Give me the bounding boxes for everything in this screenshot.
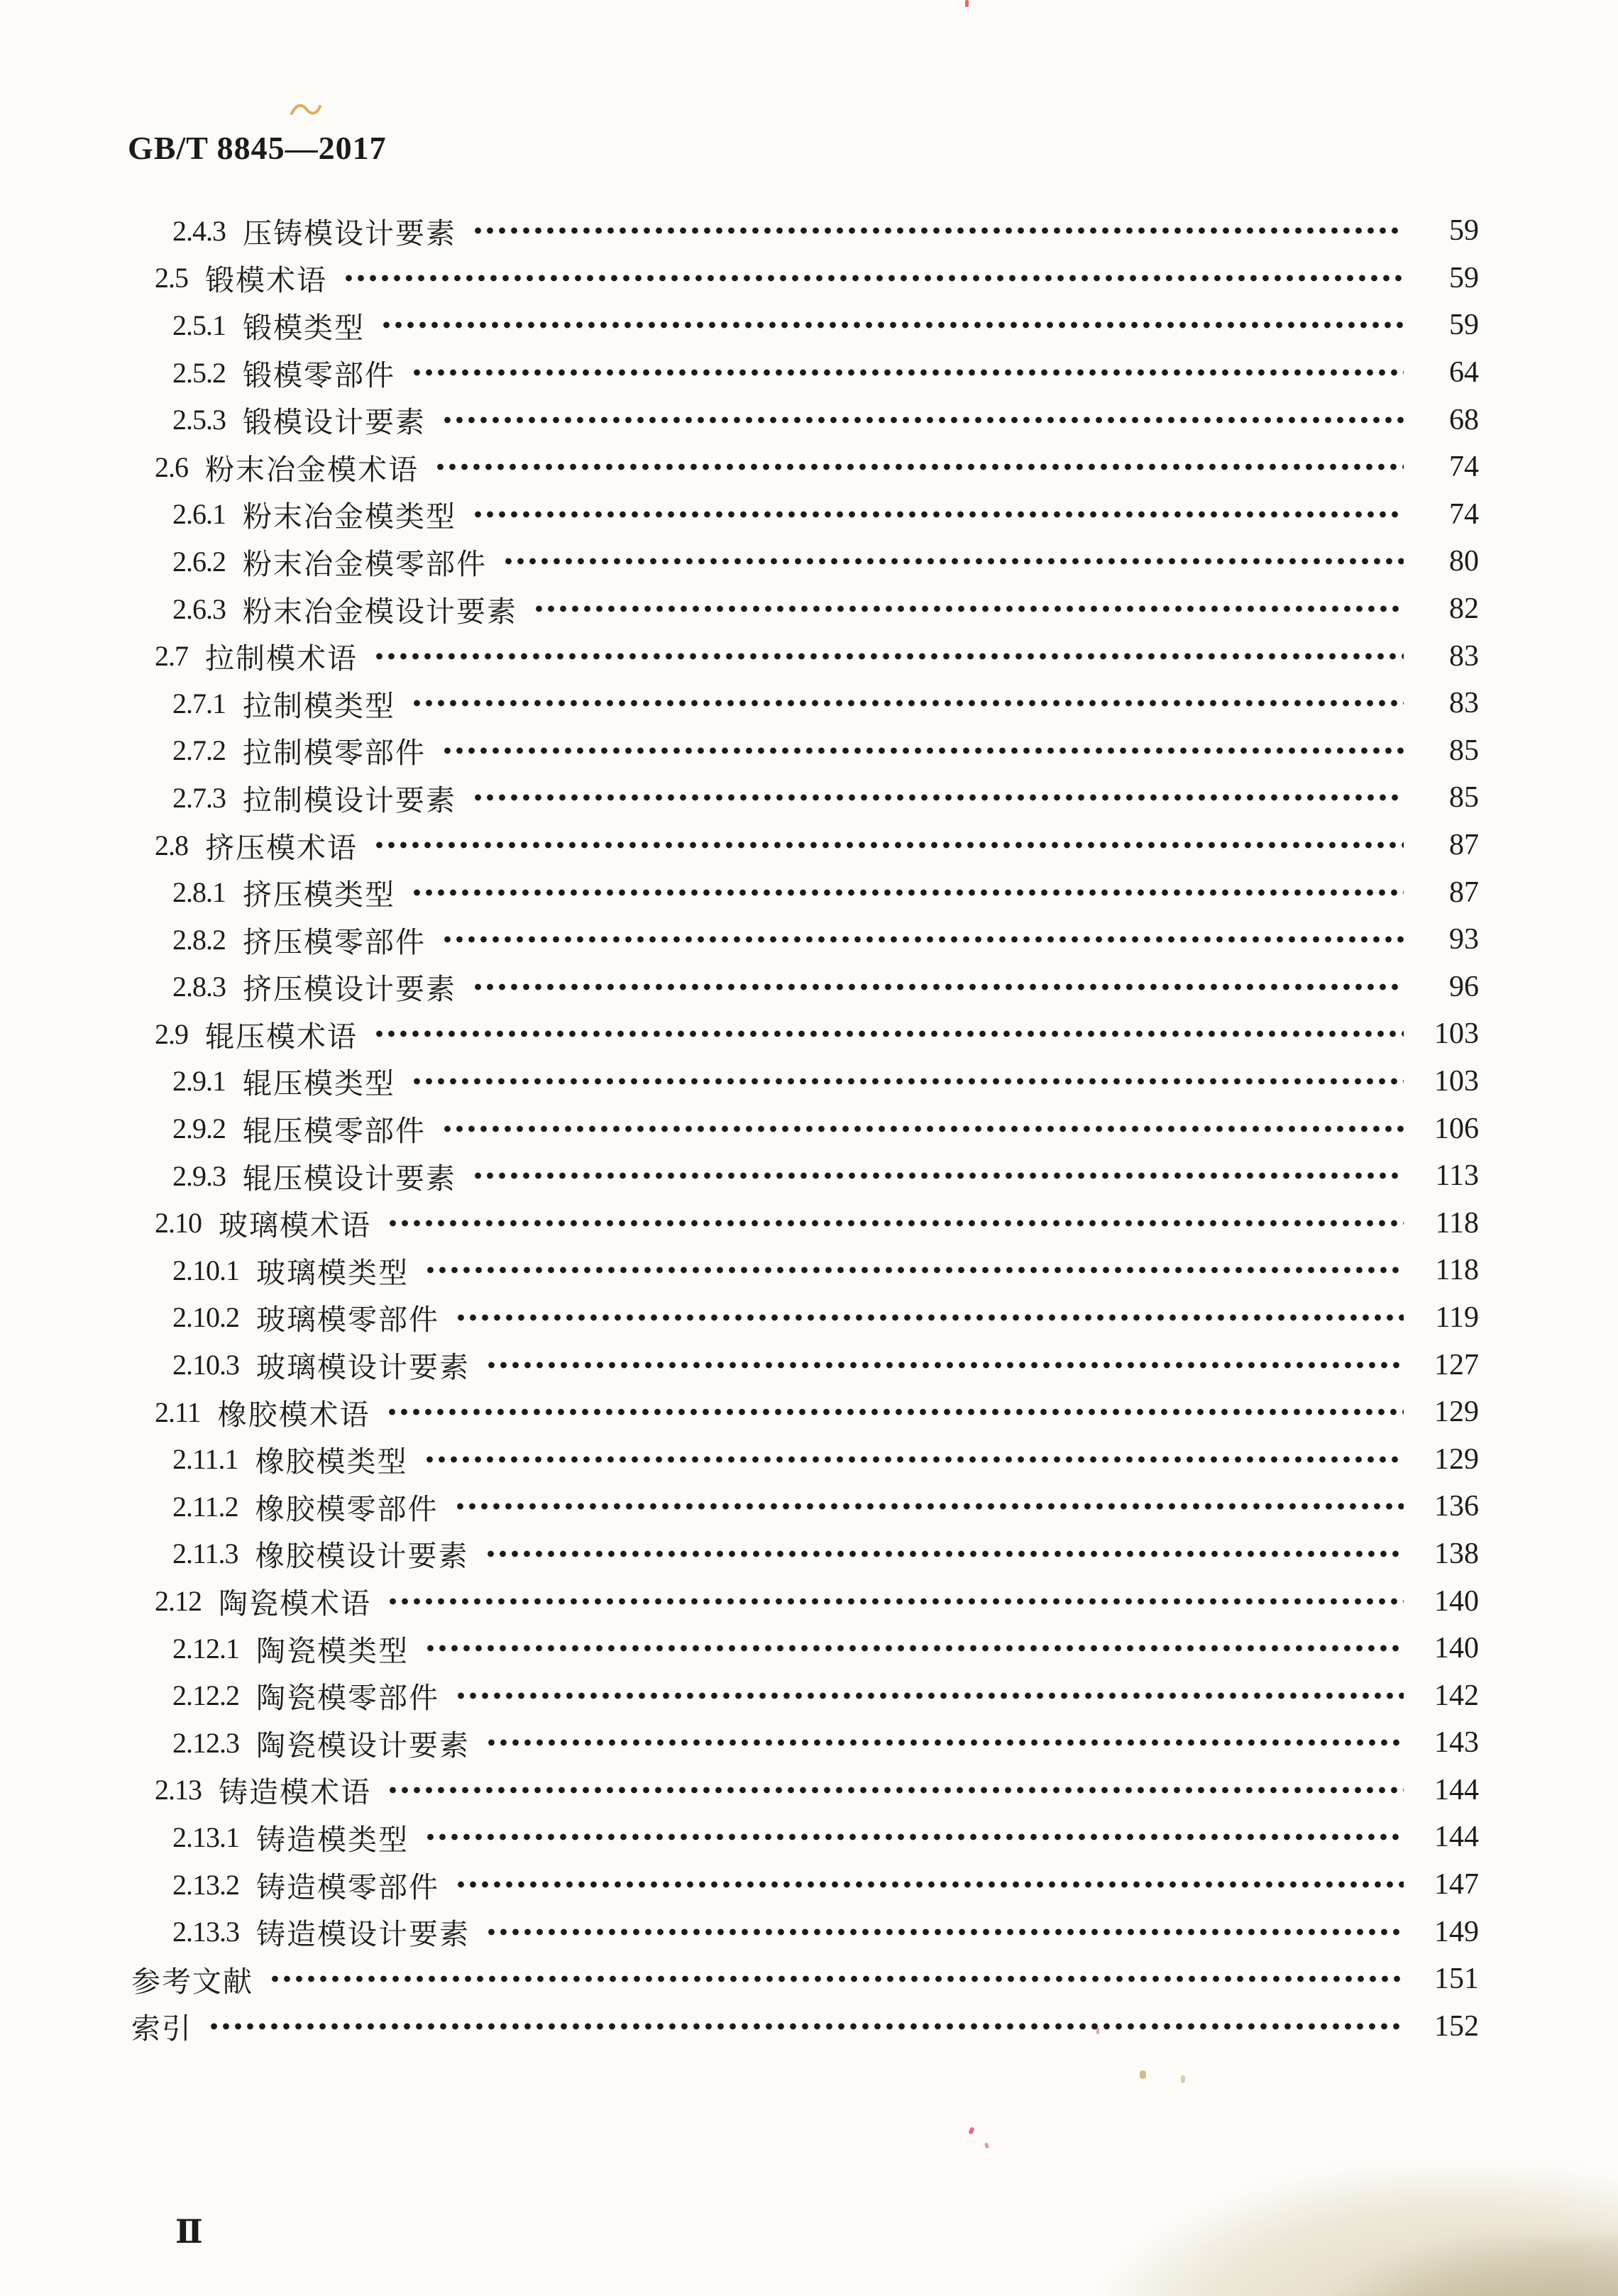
toc-entry-number: 2.13.2: [172, 1868, 239, 1901]
toc-entry-title: 玻璃模零部件: [256, 1303, 439, 1337]
toc-entry-number: 2.13.3: [172, 1916, 239, 1948]
toc-row: [0, 822, 1618, 869]
toc-entry-page: 59: [1449, 214, 1479, 248]
toc-entry-number: 2.7.1: [172, 687, 226, 719]
toc-entry-number: 2.6: [155, 451, 188, 483]
scan-artifact-speck: [1140, 2070, 1146, 2079]
toc-entry-number: 2.6.2: [172, 545, 226, 578]
toc-entry-page: 59: [1449, 309, 1479, 342]
scan-artifact-speck: [965, 0, 969, 7]
toc-entry-page: 140: [1434, 1632, 1479, 1665]
toc-entry-number: 2.12: [155, 1585, 202, 1618]
toc-row: [0, 1341, 1618, 1389]
toc-entry-number: 2.11.2: [172, 1490, 238, 1523]
toc-entry-page: 136: [1434, 1490, 1479, 1523]
toc-row: [0, 1625, 1618, 1672]
toc-dot-leader: [422, 1640, 1404, 1656]
toc-dot-leader: [383, 1404, 1404, 1420]
toc-entry-number: 2.5.3: [172, 404, 226, 436]
toc-entry-page: 129: [1434, 1396, 1479, 1429]
toc-row: [0, 964, 1618, 1011]
toc-entry-title: 锻模零部件: [243, 358, 395, 392]
toc-row: [0, 1152, 1618, 1200]
toc-entry-number: 2.6.3: [172, 592, 226, 625]
toc-entry-page: 149: [1434, 1915, 1479, 1948]
toc-dot-leader: [439, 932, 1404, 947]
toc-dot-leader: [370, 837, 1404, 853]
toc-entry-page: 129: [1434, 1442, 1479, 1476]
scan-artifact-orange-squiggle: [290, 101, 322, 118]
toc-entry-number: 2.8.2: [172, 923, 226, 956]
toc-entry-page: 85: [1449, 734, 1479, 767]
toc-entry-page: 143: [1434, 1726, 1479, 1760]
toc-dot-leader: [469, 1168, 1404, 1183]
toc-dot-leader: [469, 223, 1404, 238]
toc-entry-number: 2.9.1: [172, 1065, 226, 1098]
toc-entry-page: 93: [1449, 923, 1479, 956]
toc-dot-leader: [483, 1735, 1404, 1750]
toc-entry-title: 压铸模设计要素: [243, 216, 456, 250]
toc-row: [0, 538, 1618, 585]
toc-entry-page: 119: [1435, 1301, 1479, 1334]
toc-dot-leader: [530, 601, 1404, 617]
toc-entry-title: 粉末冶金模类型: [243, 500, 456, 534]
toc-entry-page: 83: [1449, 687, 1479, 720]
toc-dot-leader: [439, 412, 1404, 428]
toc-dot-leader: [439, 1121, 1404, 1137]
toc-dot-leader: [451, 1499, 1404, 1514]
toc-row: [0, 1577, 1618, 1625]
toc-row: [0, 349, 1618, 397]
toc-dot-leader: [408, 365, 1404, 380]
toc-entry-number: 2.7.3: [172, 781, 226, 814]
toc-row: [0, 443, 1618, 491]
toc-entry-title: 陶瓷模类型: [256, 1634, 409, 1667]
toc-dot-leader: [384, 1594, 1404, 1609]
toc-entry-number: 2.7.2: [172, 734, 226, 767]
toc-entry-page: 82: [1449, 592, 1479, 626]
toc-entry-number: 2.13: [155, 1774, 202, 1806]
standard-number-heading: GB/T 8845—2017: [128, 130, 387, 166]
toc-entry-title: 挤压模设计要素: [243, 973, 456, 1006]
toc-entry-title: 索引: [131, 2012, 192, 2046]
toc-dot-leader: [469, 507, 1404, 522]
toc-row: [0, 585, 1618, 633]
toc-entry-number: 2.10.1: [172, 1254, 239, 1286]
toc-entry-number: 2.9: [155, 1017, 188, 1050]
toc-dot-leader: [469, 979, 1404, 995]
toc-row: [0, 302, 1618, 349]
toc-dot-leader: [452, 1688, 1404, 1704]
toc-dot-leader: [482, 1546, 1404, 1562]
toc-entry-page: 144: [1434, 1821, 1479, 1854]
toc-entry-title: 挤压模类型: [243, 878, 395, 912]
toc-entry-number: 2.9.2: [172, 1113, 226, 1145]
toc-row: [0, 1530, 1618, 1578]
toc-row: [0, 1767, 1618, 1814]
toc-entry-number: 2.8.1: [172, 876, 226, 909]
toc-dot-leader: [370, 1026, 1404, 1042]
toc-row: [0, 868, 1618, 916]
toc-entry-number: 2.11.1: [172, 1443, 238, 1476]
toc-row: [0, 1483, 1618, 1530]
toc-entry-title: 玻璃模类型: [256, 1256, 409, 1289]
toc-entry-page: 138: [1434, 1537, 1479, 1570]
toc-entry-page: 80: [1449, 545, 1479, 578]
toc-entry-title: 辊压模设计要素: [243, 1161, 456, 1195]
toc-entry-page: 74: [1449, 497, 1479, 531]
toc-entry-title: 锻模类型: [243, 311, 365, 344]
toc-entry-page: 118: [1435, 1254, 1479, 1287]
toc-entry-title: 粉末冶金模术语: [205, 453, 419, 486]
toc-dot-leader: [500, 553, 1404, 569]
toc-entry-number: 2.10.3: [172, 1349, 239, 1381]
toc-row: [0, 1294, 1618, 1342]
toc-entry-title: 陶瓷模零部件: [256, 1682, 439, 1715]
toc-entry-title: 辊压模类型: [243, 1067, 395, 1100]
toc-entry-title: 粉末冶金模设计要素: [243, 595, 517, 628]
toc-entry-title: 锻模设计要素: [243, 406, 426, 439]
toc-entry-page: 127: [1434, 1348, 1479, 1381]
toc-entry-page: 103: [1434, 1064, 1479, 1098]
toc-entry-page: 64: [1449, 356, 1479, 390]
toc-entry-number: 2.11.3: [172, 1538, 238, 1570]
toc-entry-number: 2.8.3: [172, 971, 226, 1003]
toc-entry-title: 铸造模术语: [219, 1776, 371, 1809]
toc-dot-leader: [370, 648, 1404, 664]
toc-dot-leader: [421, 1452, 1404, 1467]
toc-entry-page: 59: [1449, 261, 1479, 294]
toc-entry-title: 橡胶模类型: [255, 1445, 408, 1479]
toc-dot-leader: [422, 1829, 1404, 1845]
toc-entry-page: 151: [1434, 1963, 1479, 1996]
toc-row: [0, 1672, 1618, 1719]
toc-dot-leader: [452, 1310, 1404, 1325]
toc-entry-title: 铸造模零部件: [256, 1870, 439, 1904]
toc-entry-title: 拉制模术语: [205, 642, 358, 675]
scan-artifact-speck: [968, 2126, 975, 2135]
toc-entry-title: 拉制模类型: [243, 689, 395, 722]
toc-row: [0, 255, 1618, 302]
toc-row: [0, 1861, 1618, 1909]
toc-dot-leader: [408, 885, 1404, 900]
toc-entry-number: 2.12.2: [172, 1679, 239, 1712]
toc-row: [0, 632, 1618, 680]
toc-entry-page: 140: [1434, 1584, 1479, 1618]
toc-entry-page: 142: [1434, 1679, 1479, 1712]
toc-row: [0, 1199, 1618, 1247]
toc-entry-title: 玻璃模术语: [219, 1209, 371, 1242]
toc-dot-leader: [452, 1877, 1404, 1892]
toc-row: [0, 916, 1618, 964]
toc-entry-number: 2.10: [155, 1207, 202, 1240]
scan-artifact-speck: [984, 2142, 989, 2148]
toc-entry-title: 挤压模零部件: [243, 925, 426, 959]
toc-row: [0, 1105, 1618, 1152]
page-number-roman: Ⅱ: [175, 2214, 203, 2250]
toc-entry-title: 陶瓷模术语: [219, 1587, 371, 1621]
toc-entry-number: 2.5.1: [172, 309, 226, 341]
toc-entry-page: 85: [1449, 781, 1479, 815]
toc-row: [0, 1010, 1618, 1058]
toc-row: [0, 774, 1618, 822]
toc-entry-page: 87: [1449, 876, 1479, 909]
toc-dot-leader: [422, 1262, 1404, 1278]
toc-entry-title: 挤压模术语: [205, 831, 358, 864]
toc-entry-page: 106: [1434, 1112, 1479, 1145]
toc-entry-title: 陶瓷模设计要素: [256, 1728, 470, 1762]
toc-entry-title: 橡胶模术语: [217, 1398, 370, 1431]
toc-entry-number: 2.6.1: [172, 498, 226, 531]
toc-row: [0, 680, 1618, 727]
toc-entry-page: 74: [1449, 451, 1479, 484]
toc-dot-leader: [483, 1924, 1404, 1940]
toc-dot-leader: [431, 459, 1404, 475]
scan-shadow-bottom-right: [1320, 2235, 1618, 2296]
toc-entry-page: 103: [1434, 1017, 1479, 1051]
toc-entry-number: 2.13.1: [172, 1821, 239, 1853]
toc-entry-title: 铸造模类型: [256, 1823, 409, 1856]
toc-entry-number: 2.8: [155, 829, 188, 861]
toc-entry-page: 68: [1449, 403, 1479, 436]
toc-dot-leader: [384, 1215, 1404, 1231]
toc-entry-title: 铸造模设计要素: [256, 1918, 470, 1951]
toc-entry-page: 152: [1434, 2009, 1479, 2043]
toc-entry-number: 2.4.3: [172, 214, 226, 247]
toc-list: [0, 207, 1618, 2050]
toc-row: [0, 1719, 1618, 1767]
toc-entry-title: 辊压模零部件: [243, 1115, 426, 1148]
toc-entry-number: 2.5.2: [172, 356, 226, 389]
toc-row: [0, 207, 1618, 255]
toc-entry-title: 粉末冶金模零部件: [243, 547, 487, 580]
toc-row: [0, 727, 1618, 775]
toc-dot-leader: [408, 1074, 1404, 1089]
toc-entry-title: 橡胶模零部件: [255, 1492, 439, 1525]
toc-entry-number: 2.10.2: [172, 1301, 239, 1334]
toc-entry-title: 参考文献: [131, 1965, 253, 1998]
toc-entry-number: 2.12.1: [172, 1632, 239, 1665]
toc-entry-page: 96: [1449, 970, 1479, 1003]
toc-entry-title: 玻璃模设计要素: [256, 1351, 470, 1384]
toc-row: [0, 1908, 1618, 1955]
toc-entry-page: 144: [1434, 1773, 1479, 1806]
toc-entry-title: 锻模术语: [205, 264, 327, 297]
toc-dot-leader: [266, 1971, 1404, 1987]
toc-entry-number: 2.11: [155, 1396, 201, 1428]
toc-entry-number: 2.12.3: [172, 1726, 239, 1759]
toc-row: [0, 396, 1618, 443]
toc-dot-leader: [205, 2019, 1404, 2034]
toc-row: [0, 1435, 1618, 1483]
toc-dot-leader: [408, 695, 1404, 711]
toc-dot-leader: [469, 790, 1404, 805]
toc-entry-page: 147: [1434, 1868, 1479, 1902]
toc-entry-number: 2.5: [155, 262, 188, 294]
toc-entry-title: 橡胶模设计要素: [255, 1540, 469, 1573]
toc-row: [0, 1058, 1618, 1105]
toc-row: [0, 1389, 1618, 1436]
scan-artifact-speck: [1181, 2075, 1185, 2083]
toc-entry-page: 87: [1449, 829, 1479, 862]
toc-entry-number: 2.7: [155, 640, 188, 673]
toc-row: [0, 1247, 1618, 1294]
scan-shadow-bottom-right: [1107, 2171, 1618, 2296]
toc-dot-leader: [378, 317, 1404, 333]
toc-entry-page: 83: [1449, 639, 1479, 673]
toc-entry-number: 2.9.3: [172, 1159, 226, 1192]
toc-dot-leader: [483, 1357, 1404, 1373]
toc-entry-title: 辊压模术语: [205, 1020, 358, 1053]
toc-dot-leader: [384, 1782, 1404, 1798]
toc-entry-title: 拉制模零部件: [243, 736, 426, 770]
toc-row: [0, 1814, 1618, 1861]
toc-row: [0, 2003, 1618, 2051]
toc-entry-page: 118: [1435, 1206, 1479, 1240]
toc-entry-title: 拉制模设计要素: [243, 783, 456, 817]
toc-row: [0, 1955, 1618, 2003]
toc-row: [0, 491, 1618, 539]
toc-dot-leader: [340, 270, 1404, 286]
toc-dot-leader: [439, 743, 1404, 758]
toc-entry-page: 113: [1435, 1159, 1479, 1193]
